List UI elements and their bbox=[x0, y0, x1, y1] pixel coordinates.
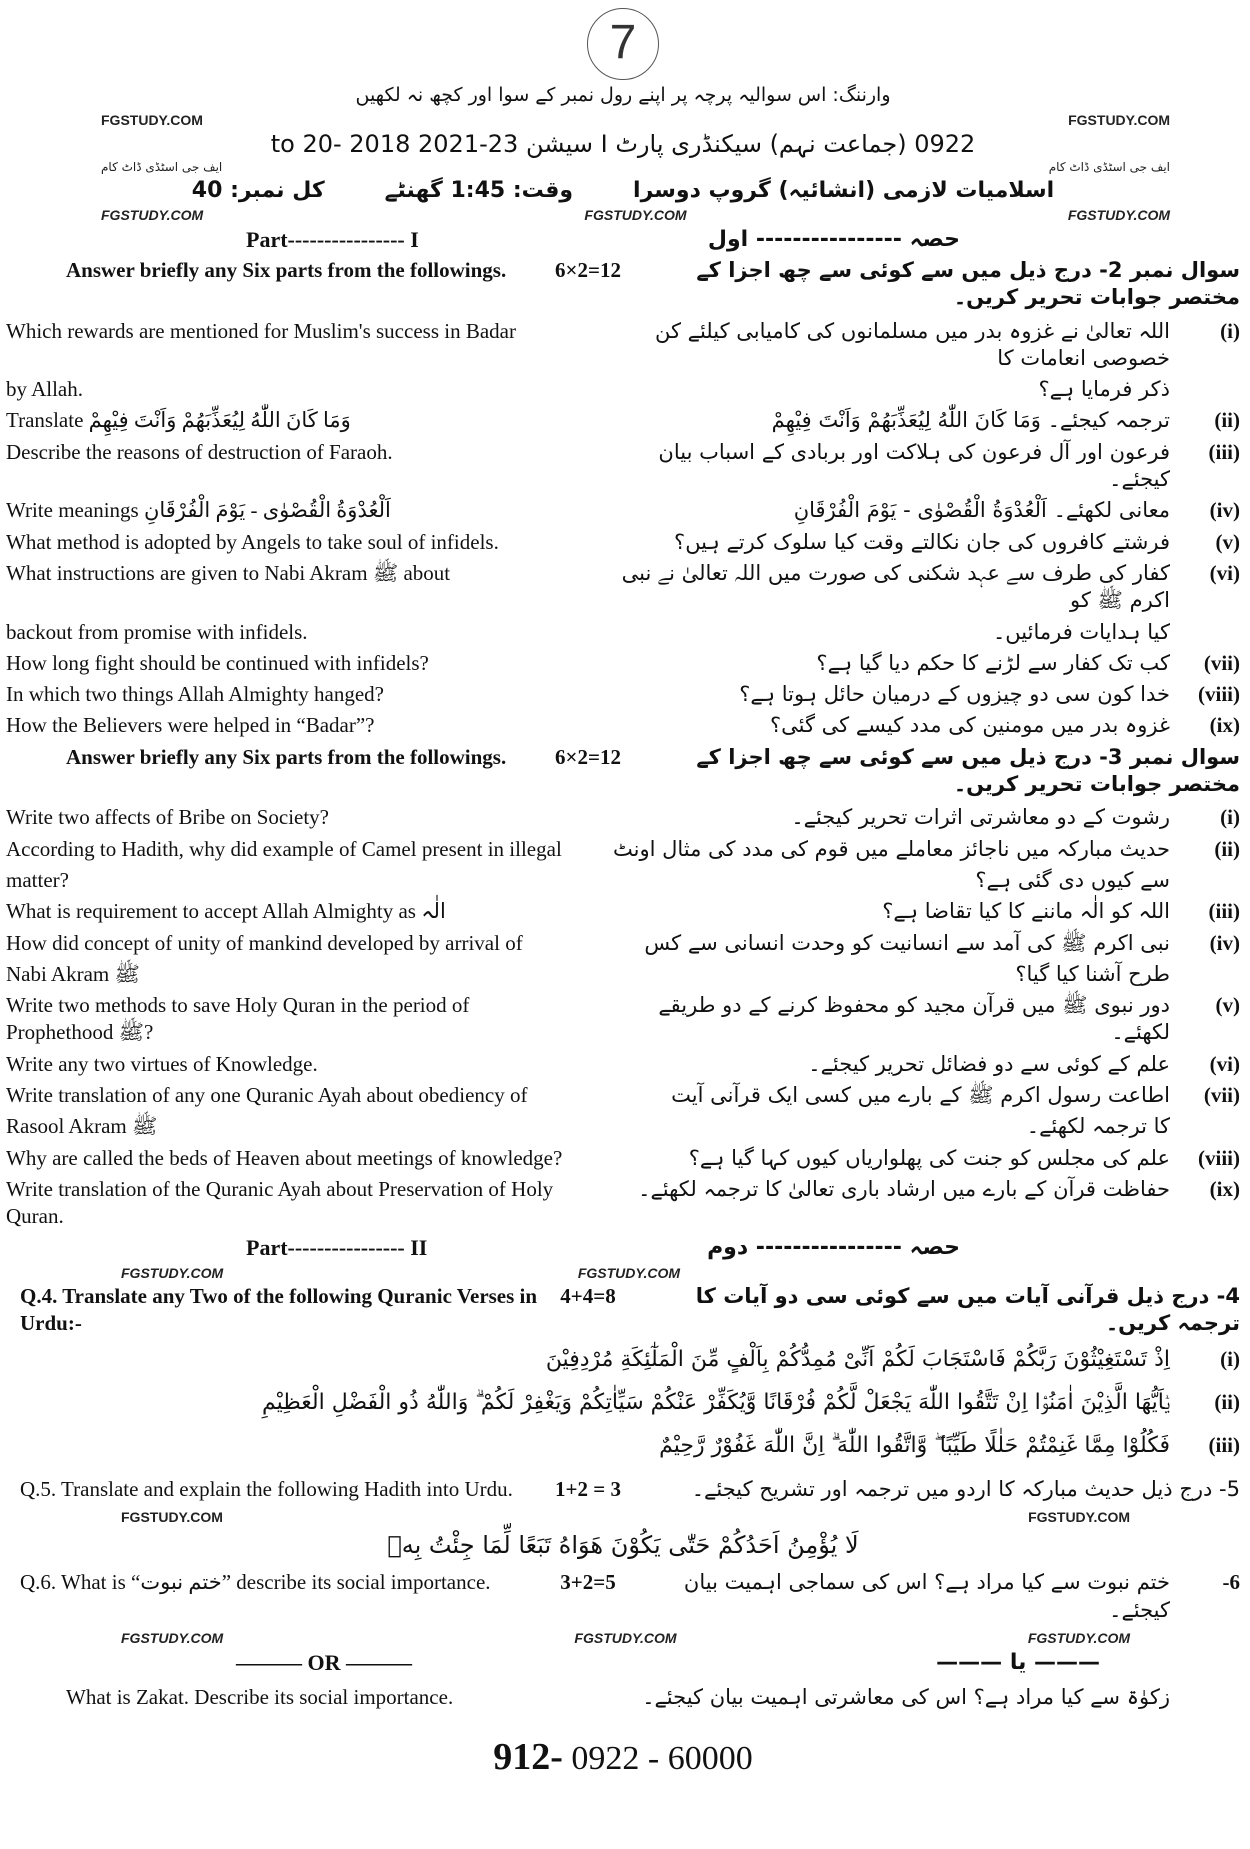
question-row bbox=[6, 836, 1240, 863]
question-number: (iii) bbox=[1208, 899, 1240, 924]
question-text-urdu: نبی اکرم ﷺ کی آمد سے انسانیت کو وحدت انسانی سے کس bbox=[644, 930, 1170, 955]
question-text-urdu: اللہ تعالیٰ نے غزوہ بدر میں مسلمانوں کی کامیابی کیلئے کن خصوصی انعامات کا bbox=[655, 318, 1170, 370]
q6-heading-row bbox=[6, 1569, 1240, 1624]
question-text-urdu: کب تک کفار سے لڑنے کا حکم دیا گیا ہے؟ bbox=[816, 650, 1170, 675]
q6-alt-row bbox=[6, 1684, 1240, 1711]
question-row-continued bbox=[6, 867, 1240, 894]
question-text-english: Why are called the beds of Heaven about meetings of knowledge? bbox=[6, 1145, 563, 1170]
quranic-verse: اِذْ تَسْتَغِيْثُوْنَ رَبَّكُمْ فَاسْتَجَابَ لَكُمْ اَنِّیْ مُمِدُّكُمْ بِاَلْفٍ مِّنَ الْمَلٰٓئِكَةِ مُرْدِفِيْنَ bbox=[545, 1347, 1170, 1373]
question-text-english: How did concept of unity of mankind developed by arrival of bbox=[6, 930, 523, 955]
watermark-row bbox=[6, 160, 1240, 174]
question-row-continued bbox=[6, 1113, 1240, 1140]
question-row bbox=[6, 681, 1240, 708]
quranic-verse: يٰۤاَيُّهَا الَّذِيْنَ اٰمَنُوْۤا اِنْ تَتَّقُوا اللّٰهَ يَجْعَلْ لَّكُمْ فُرْقَانًا وَّيُكَفِّرْ عَنْكُمْ سَيِّاٰتِكُمْ وَيَغْفِرْ لَكُمْ ۗ وَاللّٰهُ ذُو الْفَضْلِ الْعَظِيْمِ bbox=[261, 1390, 1170, 1416]
q5-marks: 1+2 = 3 bbox=[555, 1477, 621, 1502]
q3-marks: 6×2=12 bbox=[555, 744, 621, 769]
q4-verses bbox=[6, 1343, 1240, 1462]
question-text-urdu: دور نبوی ﷺ میں قرآن مجید کو محفوظ کرنے کے دو طریقے لکھئے۔ bbox=[658, 993, 1170, 1045]
watermark: FGSTUDY.COM bbox=[584, 207, 687, 223]
question-number: (iv) bbox=[1209, 498, 1240, 523]
question-text-english: Translate وَمَا كَانَ اللّٰهُ لِيُعَذِّبَهُمْ وَاَنْتَ فِيْهِمْ bbox=[6, 408, 351, 433]
q4-heading: Q.4. Translate any Two of the following Quranic Verses in Urdu:- bbox=[20, 1283, 538, 1335]
question-text-english: In which two things Allah Almighty hanged? bbox=[6, 682, 384, 707]
part2-label: Part---------------- II bbox=[246, 1234, 428, 1260]
question-text-english: What method is adopted by Angels to take soul of infidels. bbox=[6, 529, 499, 554]
warning-text: وارننگ: اس سوالیہ پرچہ پر اپنے رول نمبر کے سوا اور کچھ نہ لکھیں bbox=[355, 84, 891, 106]
question-text-urdu: حدیث مبارکہ میں ناجائز معاملے میں قوم کی مدد کی مثال اونٹ bbox=[612, 836, 1170, 861]
question-text-english: How long fight should be continued with infidels? bbox=[6, 650, 429, 675]
q5-heading: Q.5. Translate and explain the following Hadith into Urdu. bbox=[20, 1477, 513, 1502]
question-number: (i) bbox=[1220, 318, 1240, 343]
question-number: (vi) bbox=[1209, 560, 1240, 585]
question-text-english-continued: by Allah. bbox=[6, 377, 83, 402]
watermark-urdu: ایف جی اسٹڈی ڈاٹ کام bbox=[1048, 160, 1170, 174]
verse-row bbox=[6, 1386, 1240, 1419]
verse-row bbox=[6, 1343, 1240, 1376]
question-row bbox=[6, 650, 1240, 677]
watermark-row bbox=[6, 1509, 1240, 1525]
question-number: (ix) bbox=[1209, 1176, 1240, 1201]
question-text-english: How the Believers were helped in “Badar”? bbox=[6, 713, 375, 738]
q5-heading-urdu: 5- درج ذیل حدیث مبارکہ کا اردو میں ترجمہ اور تشریح کیجئے۔ bbox=[691, 1477, 1240, 1502]
question-number: (iv) bbox=[1209, 930, 1240, 955]
question-text-urdu: فرعون اور آل فرعون کی ہلاکت اور بربادی کے اسباب بیان کیجئے۔ bbox=[658, 439, 1170, 492]
question-row-continued bbox=[6, 619, 1240, 646]
quranic-verse: فَكُلُوْا مِمَّا غَنِمْتُمْ حَلٰلًا طَيِّبًا ۖ وَّاتَّقُوا اللّٰهَ ۗ اِنَّ اللّٰهَ غَفُوْرٌ رَّحِيْمٌ bbox=[659, 1433, 1170, 1459]
paper-code-rest: 0922 - 60000 bbox=[562, 1740, 753, 1778]
page-number-mark: 7 bbox=[587, 8, 659, 80]
question-row bbox=[6, 407, 1240, 434]
question-row-continued bbox=[6, 376, 1240, 403]
q2-heading-urdu: سوال نمبر 2- درج ذیل میں سے کوئی سے چھ اجزا کے مختصر جوابات تحریر کریں۔ bbox=[696, 258, 1240, 310]
verse-number: (i) bbox=[1220, 1347, 1240, 1372]
q5-heading-row bbox=[6, 1476, 1240, 1503]
question-row-continued bbox=[6, 961, 1240, 988]
question-row bbox=[6, 1176, 1240, 1231]
hadith-text: لَا يُؤْمِنُ اَحَدُكُمْ حَتّٰى يَكُوْنَ هَوَاهُ تَبَعًا لِّمَا جِئْتُ بِهٖ bbox=[387, 1531, 859, 1560]
watermark-urdu: ایف جی اسٹڈی ڈاٹ کام bbox=[101, 160, 223, 174]
watermark-row bbox=[6, 207, 1240, 223]
question-number: (viii) bbox=[1198, 682, 1240, 707]
page-mark-wrap bbox=[6, 8, 1240, 80]
or-divider-urdu: ——— یا ——— bbox=[936, 1649, 1100, 1675]
watermark: FGSTUDY.COM bbox=[1027, 1629, 1130, 1646]
q6-marks: 3+2=5 bbox=[560, 1570, 616, 1595]
part1-label: Part---------------- I bbox=[246, 227, 419, 252]
part2-row bbox=[6, 1235, 1240, 1261]
question-text-english: What is requirement to accept Allah Almighty as الٰہ bbox=[6, 899, 446, 924]
watermark: FGSTUDY.COM bbox=[574, 1629, 677, 1646]
question-number: (v) bbox=[1215, 993, 1240, 1018]
question-text-urdu-continued: سے کیوں دی گئی ہے؟ bbox=[975, 867, 1170, 892]
question-row bbox=[6, 930, 1240, 957]
question-text-urdu: اطاعت رسول اکرم ﷺ کے بارے میں کسی ایک قرآنی آیت bbox=[671, 1083, 1170, 1108]
watermark-row bbox=[6, 112, 1240, 128]
question-text-english: Write two affects of Bribe on Society? bbox=[6, 805, 329, 830]
verse-row bbox=[6, 1429, 1240, 1462]
question-number: (v) bbox=[1215, 529, 1240, 554]
q6-alt-question-urdu: زکوٰۃ سے کیا مراد ہے؟ اس کی معاشرتی اہمیت بیان کیجئے۔ bbox=[642, 1684, 1170, 1709]
or-row bbox=[6, 1650, 1240, 1676]
or-divider: ——— OR ——— bbox=[236, 1649, 412, 1675]
q2-items bbox=[6, 318, 1240, 740]
question-text-urdu: حفاظت قرآن کے بارے میں ارشاد باری تعالیٰ کا ترجمہ لکھئے۔ bbox=[638, 1176, 1170, 1201]
question-text-english: Write any two virtues of Knowledge. bbox=[6, 1051, 318, 1076]
question-number: (vii) bbox=[1203, 1083, 1240, 1108]
watermark: FGSTUDY.COM bbox=[121, 1509, 223, 1526]
watermark: FGSTUDY.COM bbox=[101, 207, 204, 223]
question-text-urdu: کفار کی طرف سے عہد شکنی کی صورت میں اللہ تعالیٰ نے نبی اکرم ﷺ کو bbox=[621, 560, 1170, 613]
question-row bbox=[6, 804, 1240, 831]
question-row bbox=[6, 1145, 1240, 1172]
verse-number: (ii) bbox=[1214, 1390, 1240, 1415]
question-text-urdu-continued: کا ترجمہ لکھئے۔ bbox=[1026, 1114, 1170, 1139]
watermark: FGSTUDY.COM bbox=[121, 1629, 224, 1646]
question-number: (viii) bbox=[1198, 1145, 1240, 1170]
watermark-row bbox=[6, 1265, 1240, 1281]
question-text-english: Which rewards are mentioned for Muslim's success in Badar bbox=[6, 318, 516, 343]
q6-number-urdu: -6 bbox=[1222, 1570, 1240, 1595]
question-number: (ii) bbox=[1214, 408, 1240, 433]
watermark-row bbox=[6, 1630, 1240, 1646]
question-number: (iii) bbox=[1208, 439, 1240, 464]
watermark: FGSTUDY.COM bbox=[101, 112, 203, 128]
question-text-urdu: ترجمہ کیجئے۔ وَمَا كَانَ اللّٰهُ لِيُعَذِّبَهُمْ وَاَنْتَ فِيْهِمْ bbox=[771, 408, 1170, 433]
question-text-english-continued: matter? bbox=[6, 867, 69, 892]
paper-code bbox=[6, 1735, 1240, 1779]
or-row-spacer bbox=[1184, 1650, 1240, 1676]
question-text-urdu-continued: طرح آشنا کیا گیا؟ bbox=[1015, 961, 1170, 986]
question-row bbox=[6, 992, 1240, 1047]
q3-heading: Answer briefly any Six parts from the followings. bbox=[66, 744, 507, 769]
time-text: وقت: 1:45 گھنٹے bbox=[384, 178, 574, 203]
watermark: FGSTUDY.COM bbox=[1068, 112, 1170, 128]
question-row bbox=[6, 560, 1240, 615]
question-text-english-continued: Rasool Akram ﷺ bbox=[6, 1114, 158, 1139]
question-text-urdu: علم کی مجلس کو جنت کی پھلواریاں کیوں کہا گیا ہے؟ bbox=[688, 1145, 1170, 1170]
question-text-urdu: غزوہ بدر میں مومنین کی مدد کیسے کی گئی؟ bbox=[770, 713, 1170, 738]
part2-label-urdu: حصہ ---------------- دوم bbox=[707, 1234, 960, 1260]
q6-alt-question: What is Zakat. Describe its social importance. bbox=[66, 1684, 454, 1709]
q6-heading-urdu: ختم نبوت سے کیا مراد ہے؟ اس کی سماجی اہمیت بیان کیجئے۔ bbox=[683, 1570, 1170, 1622]
q4-heading-urdu: 4- درج ذیل قرآنی آیات میں سے کوئی سی دو آیات کا ترجمہ کریں۔ bbox=[695, 1283, 1240, 1335]
question-text-urdu: رشوت کے دو معاشرتی اثرات تحریر کیجئے۔ bbox=[791, 805, 1170, 830]
question-row bbox=[6, 1051, 1240, 1078]
question-row bbox=[6, 529, 1240, 556]
q3-heading-urdu: سوال نمبر 3- درج ذیل میں سے کوئی سے چھ اجزا کے مختصر جوابات تحریر کریں۔ bbox=[696, 744, 1240, 797]
question-text-english: Write two methods to save Holy Quran in the period of Prophethood ﷺ? bbox=[6, 993, 470, 1045]
verse-number: (iii) bbox=[1208, 1433, 1240, 1458]
question-row bbox=[6, 318, 1240, 373]
question-text-urdu-continued: ذکر فرمایا ہے؟ bbox=[1038, 377, 1170, 402]
question-text-urdu: فرشتے کافروں کی جان نکالتے وقت کیا سلوک کرتے ہیں؟ bbox=[674, 529, 1170, 554]
question-number: (i) bbox=[1220, 805, 1240, 830]
session-line: 0922 (جماعت نہم) سیکنڈری پارٹ I سیشن 23-2021 to 20- 2018 bbox=[270, 130, 976, 158]
question-row bbox=[6, 712, 1240, 739]
question-text-urdu: اللہ کو الٰہ ماننے کا کیا تقاضا ہے؟ bbox=[882, 899, 1170, 924]
question-text-english-continued: backout from promise with infidels. bbox=[6, 619, 308, 644]
question-number: (ix) bbox=[1209, 713, 1240, 738]
question-text-urdu: معانی لکھئے۔ اَلْعُدْوَةُ الْقُصْوٰی - یَوْمَ الْفُرْقَانِ bbox=[793, 498, 1170, 523]
subject-row bbox=[6, 178, 1240, 203]
total-marks: کل نمبر: 40 bbox=[191, 178, 325, 203]
part1-row bbox=[6, 227, 1240, 253]
part1-label-urdu: حصہ ---------------- اول bbox=[707, 227, 960, 252]
q2-marks: 6×2=12 bbox=[555, 258, 621, 282]
watermark: FGSTUDY.COM bbox=[1067, 207, 1170, 223]
question-row bbox=[6, 497, 1240, 524]
question-text-urdu: علم کے کوئی سے دو فضائل تحریر کیجئے۔ bbox=[808, 1051, 1170, 1076]
q6-heading: Q.6. What is “ختم نبوت” describe its social importance. bbox=[20, 1570, 491, 1595]
question-text-english: Describe the reasons of destruction of Faraoh. bbox=[6, 439, 393, 464]
question-text-english: Write translation of any one Quranic Ayah about obediency of bbox=[6, 1083, 528, 1108]
question-text-english: What instructions are given to Nabi Akram ﷺ about bbox=[6, 560, 451, 585]
q3-items bbox=[6, 804, 1240, 1230]
subject-line: اسلامیات لازمی (انشائیہ) گروپ دوسرا bbox=[633, 178, 1055, 203]
paper-code-bold: 912- bbox=[493, 1736, 563, 1779]
q4-heading-row bbox=[6, 1283, 1240, 1338]
q2-heading-row bbox=[6, 257, 1240, 312]
q4-marks: 4+4=8 bbox=[560, 1283, 616, 1308]
question-text-urdu: خدا کون سی دو چیزوں کے درمیان حائل ہوتا ہے؟ bbox=[739, 682, 1170, 707]
watermark: FGSTUDY.COM bbox=[1028, 1509, 1130, 1526]
question-row bbox=[6, 439, 1240, 494]
question-row bbox=[6, 898, 1240, 925]
question-number: (vi) bbox=[1209, 1051, 1240, 1076]
q3-heading-row bbox=[6, 744, 1240, 799]
question-text-urdu-continued: کیا ہدایات فرمائیں۔ bbox=[992, 619, 1170, 644]
question-text-english-continued: Nabi Akram ﷺ bbox=[6, 961, 140, 986]
question-row bbox=[6, 1082, 1240, 1109]
question-number: (ii) bbox=[1214, 836, 1240, 861]
question-number: (vii) bbox=[1203, 650, 1240, 675]
watermark: FGSTUDY.COM bbox=[121, 1264, 224, 1281]
q2-heading: Answer briefly any Six parts from the followings. bbox=[66, 258, 507, 282]
question-text-english: According to Hadith, why did example of Camel present in illegal bbox=[6, 836, 562, 861]
watermark: FGSTUDY.COM bbox=[577, 1264, 680, 1281]
question-text-english: Write meanings اَلْعُدْوَةُ الْقُصْوٰی - یَوْمَ الْفُرْقَانِ bbox=[6, 498, 391, 523]
question-text-english: Write translation of the Quranic Ayah about Preservation of Holy Quran. bbox=[6, 1176, 554, 1229]
